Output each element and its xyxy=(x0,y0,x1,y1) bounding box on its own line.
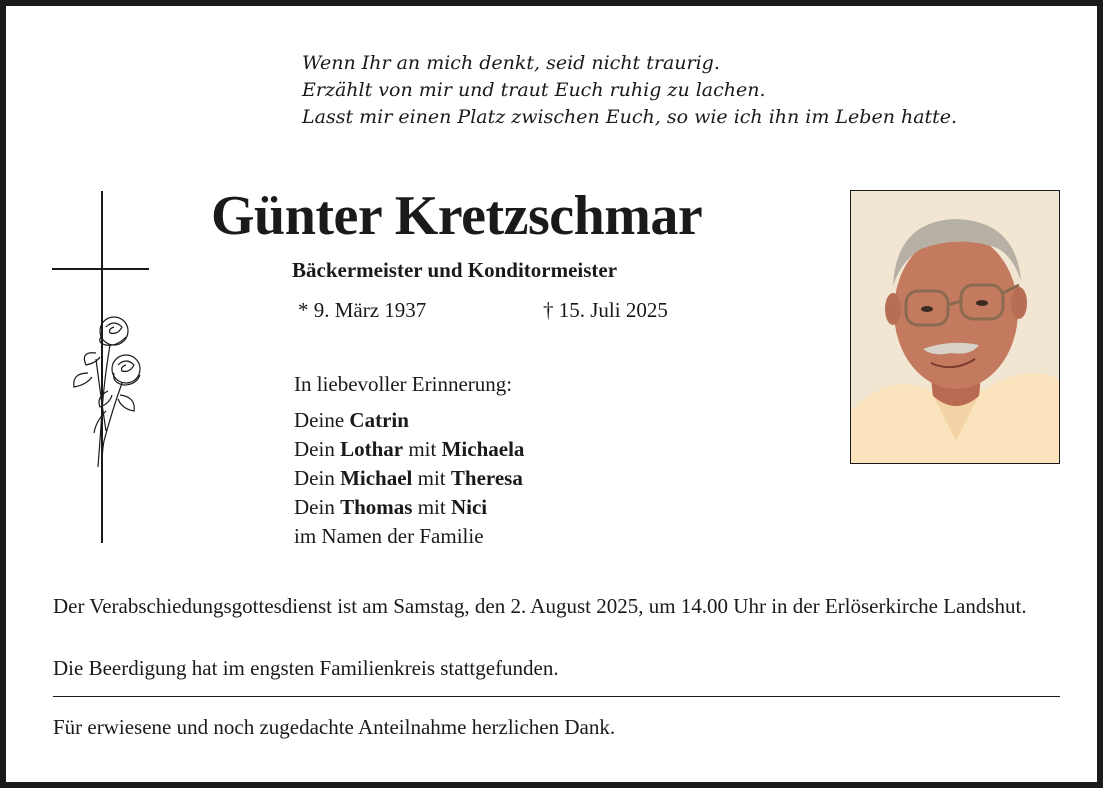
memory-heading: In liebevoller Erinnerung: xyxy=(294,372,513,396)
portrait-photo xyxy=(850,190,1060,464)
family-footer: im Namen der Familie xyxy=(294,524,484,548)
family-member: Lothar xyxy=(340,437,404,461)
family-line xyxy=(294,464,524,493)
deceased-name: Günter Kretzschmar xyxy=(211,185,703,247)
divider xyxy=(53,696,1060,697)
deceased-profession: Bäckermeister und Konditormeister xyxy=(292,258,618,282)
quote-line-2: Erzählt von mir und traut Euch ruhig zu lachen. xyxy=(302,79,766,101)
portrait-illustration xyxy=(851,191,1060,464)
family-line xyxy=(294,493,524,522)
birth-date: * 9. März 1937 xyxy=(298,298,427,322)
family-member: Catrin xyxy=(349,408,409,432)
service-notice: Der Verabschiedungsgottesdienst ist am Samstag, den 2. August 2025, um 14.00 Uhr in der Erlöserkirche Landshut. xyxy=(53,594,1027,618)
death-date: † 15. Juli 2025 xyxy=(543,298,668,322)
family-partner: Theresa xyxy=(450,466,523,490)
family-partner: Nici xyxy=(450,495,488,519)
thanks-notice: Für erwiesene und noch zugedachte Anteilnahme herzlichen Dank. xyxy=(53,715,616,739)
family-connector: mit xyxy=(417,495,446,519)
family-line xyxy=(294,406,524,435)
burial-notice: Die Beerdigung hat im engsten Familienkreis stattgefunden. xyxy=(53,656,559,680)
family-connector: mit xyxy=(417,466,446,490)
family-list xyxy=(294,406,524,551)
family-partner: Michaela xyxy=(441,437,525,461)
family-member: Thomas xyxy=(340,495,413,519)
roses-icon xyxy=(66,311,146,471)
family-prefix: Dein xyxy=(294,495,335,519)
memorial-quote xyxy=(302,50,957,131)
quote-line-1: Wenn Ihr an mich denkt, seid nicht traurig. xyxy=(302,52,720,74)
cross-bar xyxy=(52,268,149,270)
family-connector: mit xyxy=(408,437,437,461)
family-prefix: Dein xyxy=(294,437,335,461)
quote-line-3: Lasst mir einen Platz zwischen Euch, so wie ich ihn im Leben hatte. xyxy=(302,106,958,128)
family-prefix: Dein xyxy=(294,466,335,490)
family-line xyxy=(294,435,524,464)
family-member: Michael xyxy=(340,466,413,490)
family-prefix: Deine xyxy=(294,408,345,432)
